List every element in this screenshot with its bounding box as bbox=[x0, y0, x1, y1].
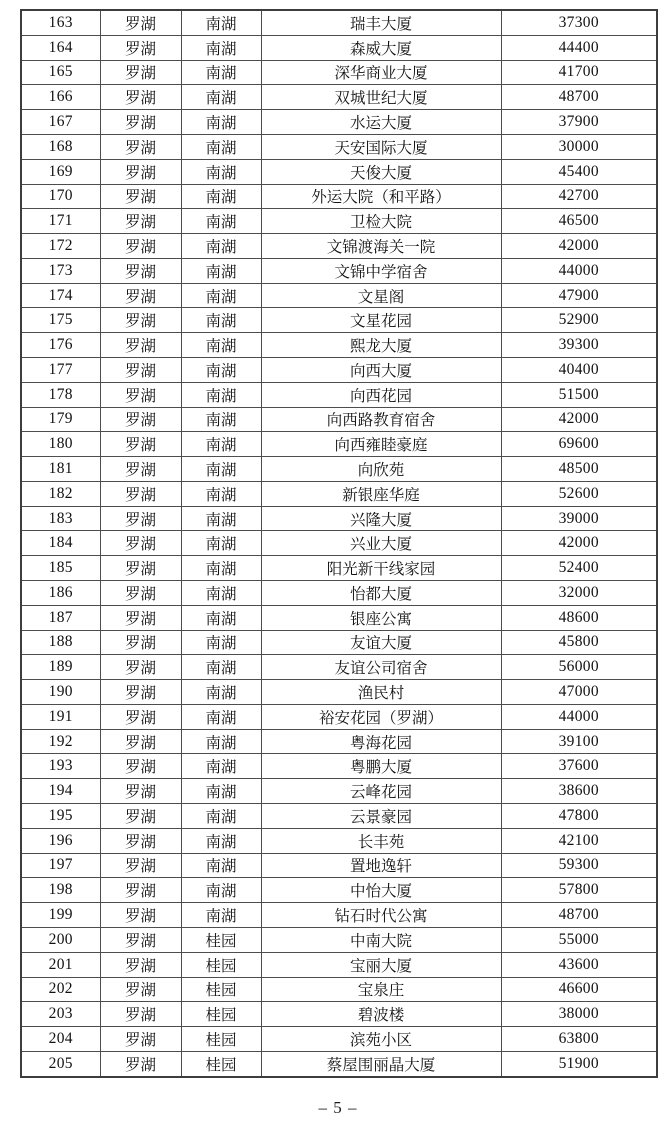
cell-price: 51900 bbox=[501, 1051, 657, 1077]
table-row bbox=[21, 630, 657, 655]
cell-district: 罗湖 bbox=[100, 630, 181, 655]
cell-price: 47800 bbox=[501, 804, 657, 829]
cell-district: 罗湖 bbox=[100, 927, 181, 952]
cell-building-name: 兴隆大厦 bbox=[261, 506, 501, 531]
cell-price: 45800 bbox=[501, 630, 657, 655]
cell-subdistrict: 南湖 bbox=[181, 333, 261, 358]
cell-row-number: 164 bbox=[21, 35, 100, 60]
cell-district: 罗湖 bbox=[100, 407, 181, 432]
cell-subdistrict: 南湖 bbox=[181, 258, 261, 283]
cell-price: 63800 bbox=[501, 1027, 657, 1052]
cell-district: 罗湖 bbox=[100, 655, 181, 680]
cell-row-number: 204 bbox=[21, 1027, 100, 1052]
cell-row-number: 192 bbox=[21, 729, 100, 754]
cell-building-name: 碧波楼 bbox=[261, 1002, 501, 1027]
cell-row-number: 203 bbox=[21, 1002, 100, 1027]
cell-building-name: 粤海花园 bbox=[261, 729, 501, 754]
table-row bbox=[21, 804, 657, 829]
cell-district: 罗湖 bbox=[100, 209, 181, 234]
table-row bbox=[21, 481, 657, 506]
cell-building-name: 文星花园 bbox=[261, 308, 501, 333]
cell-row-number: 198 bbox=[21, 878, 100, 903]
cell-building-name: 文锦渡海关一院 bbox=[261, 234, 501, 259]
cell-building-name: 卫检大院 bbox=[261, 209, 501, 234]
cell-row-number: 197 bbox=[21, 853, 100, 878]
cell-price: 37300 bbox=[501, 10, 657, 35]
cell-row-number: 165 bbox=[21, 60, 100, 85]
cell-district: 罗湖 bbox=[100, 1002, 181, 1027]
table-row bbox=[21, 853, 657, 878]
table-row bbox=[21, 10, 657, 35]
cell-row-number: 202 bbox=[21, 977, 100, 1002]
cell-subdistrict: 南湖 bbox=[181, 680, 261, 705]
cell-row-number: 182 bbox=[21, 481, 100, 506]
cell-subdistrict: 南湖 bbox=[181, 581, 261, 606]
cell-subdistrict: 桂园 bbox=[181, 977, 261, 1002]
cell-subdistrict: 南湖 bbox=[181, 804, 261, 829]
price-table bbox=[20, 9, 658, 1078]
cell-price: 37900 bbox=[501, 110, 657, 135]
page-number: – 5 – bbox=[318, 1098, 358, 1117]
cell-building-name: 友谊公司宿舍 bbox=[261, 655, 501, 680]
table-row bbox=[21, 283, 657, 308]
cell-district: 罗湖 bbox=[100, 1027, 181, 1052]
cell-price: 41700 bbox=[501, 60, 657, 85]
cell-row-number: 191 bbox=[21, 704, 100, 729]
cell-district: 罗湖 bbox=[100, 531, 181, 556]
cell-subdistrict: 南湖 bbox=[181, 85, 261, 110]
cell-building-name: 中南大院 bbox=[261, 927, 501, 952]
cell-price: 55000 bbox=[501, 927, 657, 952]
cell-building-name: 银座公寓 bbox=[261, 605, 501, 630]
cell-building-name: 天安国际大厦 bbox=[261, 134, 501, 159]
cell-subdistrict: 南湖 bbox=[181, 134, 261, 159]
cell-subdistrict: 南湖 bbox=[181, 35, 261, 60]
cell-building-name: 云景豪园 bbox=[261, 804, 501, 829]
table-row bbox=[21, 531, 657, 556]
cell-subdistrict: 南湖 bbox=[181, 382, 261, 407]
cell-building-name: 深华商业大厦 bbox=[261, 60, 501, 85]
table-row bbox=[21, 258, 657, 283]
cell-district: 罗湖 bbox=[100, 382, 181, 407]
cell-district: 罗湖 bbox=[100, 283, 181, 308]
table-row bbox=[21, 680, 657, 705]
table-row bbox=[21, 556, 657, 581]
table-row bbox=[21, 729, 657, 754]
cell-price: 42100 bbox=[501, 828, 657, 853]
cell-row-number: 170 bbox=[21, 184, 100, 209]
cell-price: 52600 bbox=[501, 481, 657, 506]
cell-building-name: 瑞丰大厦 bbox=[261, 10, 501, 35]
cell-row-number: 175 bbox=[21, 308, 100, 333]
cell-district: 罗湖 bbox=[100, 234, 181, 259]
cell-subdistrict: 桂园 bbox=[181, 1027, 261, 1052]
cell-building-name: 友谊大厦 bbox=[261, 630, 501, 655]
cell-building-name: 阳光新干线家园 bbox=[261, 556, 501, 581]
cell-subdistrict: 南湖 bbox=[181, 704, 261, 729]
cell-building-name: 文星阁 bbox=[261, 283, 501, 308]
table-row bbox=[21, 1051, 657, 1077]
cell-row-number: 187 bbox=[21, 605, 100, 630]
table-row bbox=[21, 754, 657, 779]
cell-building-name: 向西大厦 bbox=[261, 357, 501, 382]
cell-row-number: 185 bbox=[21, 556, 100, 581]
cell-building-name: 双城世纪大厦 bbox=[261, 85, 501, 110]
table-row bbox=[21, 333, 657, 358]
cell-subdistrict: 南湖 bbox=[181, 209, 261, 234]
table-row bbox=[21, 457, 657, 482]
cell-subdistrict: 南湖 bbox=[181, 234, 261, 259]
cell-district: 罗湖 bbox=[100, 308, 181, 333]
cell-row-number: 189 bbox=[21, 655, 100, 680]
cell-price: 52900 bbox=[501, 308, 657, 333]
cell-row-number: 167 bbox=[21, 110, 100, 135]
cell-subdistrict: 南湖 bbox=[181, 630, 261, 655]
cell-subdistrict: 南湖 bbox=[181, 531, 261, 556]
table-row bbox=[21, 184, 657, 209]
cell-row-number: 205 bbox=[21, 1051, 100, 1077]
cell-row-number: 184 bbox=[21, 531, 100, 556]
cell-row-number: 179 bbox=[21, 407, 100, 432]
cell-district: 罗湖 bbox=[100, 903, 181, 928]
cell-district: 罗湖 bbox=[100, 581, 181, 606]
cell-building-name: 外运大院（和平路） bbox=[261, 184, 501, 209]
table-row bbox=[21, 903, 657, 928]
cell-subdistrict: 南湖 bbox=[181, 407, 261, 432]
cell-price: 57800 bbox=[501, 878, 657, 903]
cell-district: 罗湖 bbox=[100, 357, 181, 382]
cell-row-number: 195 bbox=[21, 804, 100, 829]
cell-building-name: 新银座华庭 bbox=[261, 481, 501, 506]
cell-district: 罗湖 bbox=[100, 828, 181, 853]
cell-subdistrict: 南湖 bbox=[181, 457, 261, 482]
table-row bbox=[21, 159, 657, 184]
cell-price: 56000 bbox=[501, 655, 657, 680]
cell-row-number: 173 bbox=[21, 258, 100, 283]
cell-district: 罗湖 bbox=[100, 10, 181, 35]
cell-price: 44000 bbox=[501, 704, 657, 729]
table-row bbox=[21, 1002, 657, 1027]
cell-price: 44400 bbox=[501, 35, 657, 60]
cell-price: 39300 bbox=[501, 333, 657, 358]
cell-price: 48500 bbox=[501, 457, 657, 482]
cell-district: 罗湖 bbox=[100, 85, 181, 110]
cell-price: 45400 bbox=[501, 159, 657, 184]
cell-subdistrict: 南湖 bbox=[181, 308, 261, 333]
cell-subdistrict: 南湖 bbox=[181, 729, 261, 754]
cell-subdistrict: 桂园 bbox=[181, 952, 261, 977]
cell-row-number: 176 bbox=[21, 333, 100, 358]
cell-price: 47900 bbox=[501, 283, 657, 308]
cell-row-number: 172 bbox=[21, 234, 100, 259]
cell-subdistrict: 南湖 bbox=[181, 184, 261, 209]
cell-district: 罗湖 bbox=[100, 506, 181, 531]
cell-price: 48700 bbox=[501, 903, 657, 928]
cell-district: 罗湖 bbox=[100, 134, 181, 159]
table-row bbox=[21, 60, 657, 85]
cell-subdistrict: 南湖 bbox=[181, 481, 261, 506]
cell-price: 48600 bbox=[501, 605, 657, 630]
cell-subdistrict: 南湖 bbox=[181, 828, 261, 853]
cell-district: 罗湖 bbox=[100, 952, 181, 977]
table-row bbox=[21, 605, 657, 630]
cell-subdistrict: 南湖 bbox=[181, 878, 261, 903]
cell-price: 59300 bbox=[501, 853, 657, 878]
cell-price: 42000 bbox=[501, 407, 657, 432]
cell-row-number: 180 bbox=[21, 432, 100, 457]
table-row bbox=[21, 35, 657, 60]
cell-price: 48700 bbox=[501, 85, 657, 110]
cell-row-number: 190 bbox=[21, 680, 100, 705]
cell-building-name: 中怡大厦 bbox=[261, 878, 501, 903]
cell-building-name: 渔民村 bbox=[261, 680, 501, 705]
cell-price: 37600 bbox=[501, 754, 657, 779]
table-row bbox=[21, 85, 657, 110]
cell-building-name: 宝泉庄 bbox=[261, 977, 501, 1002]
cell-subdistrict: 南湖 bbox=[181, 903, 261, 928]
cell-price: 32000 bbox=[501, 581, 657, 606]
cell-subdistrict: 南湖 bbox=[181, 357, 261, 382]
cell-district: 罗湖 bbox=[100, 110, 181, 135]
table-row bbox=[21, 134, 657, 159]
table-row bbox=[21, 110, 657, 135]
cell-price: 44000 bbox=[501, 258, 657, 283]
cell-subdistrict: 南湖 bbox=[181, 853, 261, 878]
cell-building-name: 云峰花园 bbox=[261, 779, 501, 804]
table-row bbox=[21, 382, 657, 407]
cell-subdistrict: 南湖 bbox=[181, 506, 261, 531]
cell-building-name: 滨苑小区 bbox=[261, 1027, 501, 1052]
cell-building-name: 长丰苑 bbox=[261, 828, 501, 853]
cell-building-name: 裕安花园（罗湖） bbox=[261, 704, 501, 729]
cell-subdistrict: 桂园 bbox=[181, 1002, 261, 1027]
table-row bbox=[21, 655, 657, 680]
table-row bbox=[21, 828, 657, 853]
cell-price: 42000 bbox=[501, 531, 657, 556]
cell-building-name: 森威大厦 bbox=[261, 35, 501, 60]
cell-row-number: 194 bbox=[21, 779, 100, 804]
cell-district: 罗湖 bbox=[100, 556, 181, 581]
cell-price: 38600 bbox=[501, 779, 657, 804]
cell-row-number: 186 bbox=[21, 581, 100, 606]
cell-district: 罗湖 bbox=[100, 258, 181, 283]
cell-building-name: 置地逸轩 bbox=[261, 853, 501, 878]
cell-building-name: 兴业大厦 bbox=[261, 531, 501, 556]
cell-district: 罗湖 bbox=[100, 481, 181, 506]
cell-district: 罗湖 bbox=[100, 457, 181, 482]
price-table-body bbox=[21, 10, 657, 1077]
cell-district: 罗湖 bbox=[100, 754, 181, 779]
cell-subdistrict: 南湖 bbox=[181, 432, 261, 457]
cell-subdistrict: 南湖 bbox=[181, 655, 261, 680]
cell-district: 罗湖 bbox=[100, 779, 181, 804]
table-row bbox=[21, 407, 657, 432]
table-row bbox=[21, 878, 657, 903]
cell-subdistrict: 南湖 bbox=[181, 779, 261, 804]
cell-district: 罗湖 bbox=[100, 729, 181, 754]
cell-building-name: 向欣苑 bbox=[261, 457, 501, 482]
cell-price: 46600 bbox=[501, 977, 657, 1002]
table-row bbox=[21, 704, 657, 729]
cell-district: 罗湖 bbox=[100, 35, 181, 60]
cell-row-number: 199 bbox=[21, 903, 100, 928]
cell-building-name: 蔡屋围丽晶大厦 bbox=[261, 1051, 501, 1077]
cell-district: 罗湖 bbox=[100, 1051, 181, 1077]
cell-row-number: 188 bbox=[21, 630, 100, 655]
cell-building-name: 钻石时代公寓 bbox=[261, 903, 501, 928]
cell-district: 罗湖 bbox=[100, 804, 181, 829]
cell-price: 39000 bbox=[501, 506, 657, 531]
cell-district: 罗湖 bbox=[100, 159, 181, 184]
cell-price: 38000 bbox=[501, 1002, 657, 1027]
cell-row-number: 171 bbox=[21, 209, 100, 234]
table-row bbox=[21, 506, 657, 531]
cell-row-number: 183 bbox=[21, 506, 100, 531]
cell-building-name: 水运大厦 bbox=[261, 110, 501, 135]
cell-subdistrict: 南湖 bbox=[181, 159, 261, 184]
cell-price: 47000 bbox=[501, 680, 657, 705]
cell-building-name: 向西雍睦豪庭 bbox=[261, 432, 501, 457]
cell-row-number: 166 bbox=[21, 85, 100, 110]
cell-district: 罗湖 bbox=[100, 333, 181, 358]
cell-row-number: 196 bbox=[21, 828, 100, 853]
cell-building-name: 粤鹏大厦 bbox=[261, 754, 501, 779]
cell-price: 30000 bbox=[501, 134, 657, 159]
table-row bbox=[21, 234, 657, 259]
cell-subdistrict: 桂园 bbox=[181, 1051, 261, 1077]
cell-row-number: 193 bbox=[21, 754, 100, 779]
cell-price: 69600 bbox=[501, 432, 657, 457]
cell-price: 52400 bbox=[501, 556, 657, 581]
table-row bbox=[21, 779, 657, 804]
cell-subdistrict: 南湖 bbox=[181, 10, 261, 35]
cell-price: 39100 bbox=[501, 729, 657, 754]
cell-building-name: 怡都大厦 bbox=[261, 581, 501, 606]
cell-subdistrict: 南湖 bbox=[181, 60, 261, 85]
cell-price: 42700 bbox=[501, 184, 657, 209]
cell-subdistrict: 桂园 bbox=[181, 927, 261, 952]
cell-price: 40400 bbox=[501, 357, 657, 382]
cell-row-number: 201 bbox=[21, 952, 100, 977]
cell-district: 罗湖 bbox=[100, 704, 181, 729]
cell-row-number: 177 bbox=[21, 357, 100, 382]
table-row bbox=[21, 581, 657, 606]
cell-subdistrict: 南湖 bbox=[181, 283, 261, 308]
cell-building-name: 向西花园 bbox=[261, 382, 501, 407]
cell-building-name: 文锦中学宿舍 bbox=[261, 258, 501, 283]
cell-building-name: 向西路教育宿舍 bbox=[261, 407, 501, 432]
cell-subdistrict: 南湖 bbox=[181, 110, 261, 135]
table-row bbox=[21, 977, 657, 1002]
cell-row-number: 200 bbox=[21, 927, 100, 952]
cell-district: 罗湖 bbox=[100, 680, 181, 705]
cell-row-number: 181 bbox=[21, 457, 100, 482]
cell-district: 罗湖 bbox=[100, 184, 181, 209]
cell-subdistrict: 南湖 bbox=[181, 605, 261, 630]
table-row bbox=[21, 927, 657, 952]
cell-price: 42000 bbox=[501, 234, 657, 259]
cell-row-number: 168 bbox=[21, 134, 100, 159]
cell-row-number: 178 bbox=[21, 382, 100, 407]
cell-district: 罗湖 bbox=[100, 878, 181, 903]
cell-row-number: 174 bbox=[21, 283, 100, 308]
table-row bbox=[21, 209, 657, 234]
table-row bbox=[21, 952, 657, 977]
cell-subdistrict: 南湖 bbox=[181, 556, 261, 581]
table-row bbox=[21, 308, 657, 333]
cell-row-number: 169 bbox=[21, 159, 100, 184]
table-row bbox=[21, 432, 657, 457]
table-row bbox=[21, 357, 657, 382]
cell-district: 罗湖 bbox=[100, 605, 181, 630]
cell-district: 罗湖 bbox=[100, 60, 181, 85]
cell-row-number: 163 bbox=[21, 10, 100, 35]
cell-building-name: 宝丽大厦 bbox=[261, 952, 501, 977]
cell-price: 51500 bbox=[501, 382, 657, 407]
table-row bbox=[21, 1027, 657, 1052]
cell-subdistrict: 南湖 bbox=[181, 754, 261, 779]
cell-building-name: 天俊大厦 bbox=[261, 159, 501, 184]
cell-district: 罗湖 bbox=[100, 853, 181, 878]
cell-district: 罗湖 bbox=[100, 432, 181, 457]
cell-building-name: 熙龙大厦 bbox=[261, 333, 501, 358]
cell-price: 46500 bbox=[501, 209, 657, 234]
cell-district: 罗湖 bbox=[100, 977, 181, 1002]
cell-price: 43600 bbox=[501, 952, 657, 977]
